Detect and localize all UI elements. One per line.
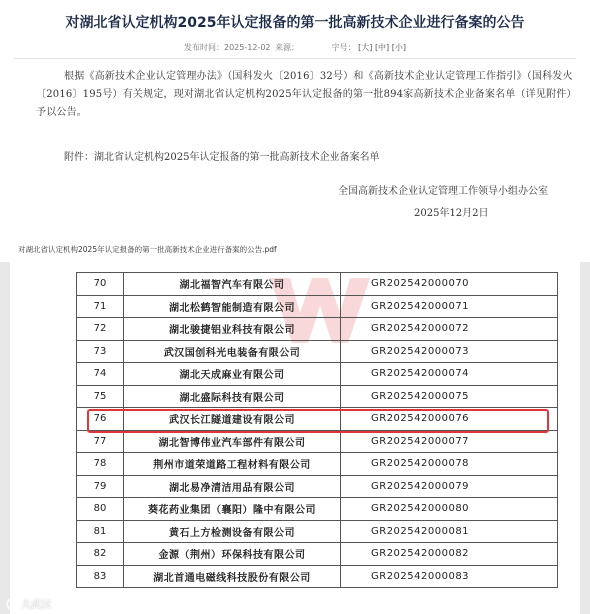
- table-row: [77, 565, 558, 588]
- table-row: [77, 363, 558, 386]
- row-number: 71: [77, 295, 124, 318]
- logo-text: 大武汉: [21, 600, 51, 611]
- font-size-medium-button[interactable]: [中]: [374, 43, 390, 52]
- table-row: [77, 295, 558, 318]
- article-paragraph: 根据《高新技术企业认定管理办法》（国科发火〔2016〕32号）和《高新技术企业认定管理工作指引》（国科发火〔2016〕195号）有关规定，现对湖北省认定机构2025年认定报备的第一批894家高新技术企业备案名单（详见附件）予以公告。: [36, 71, 573, 118]
- table-row: [77, 453, 558, 476]
- row-number: 79: [77, 475, 124, 498]
- attachment-line: 附件：湖北省认定机构2025年认定报备的第一批高新技术企业备案名单: [64, 152, 380, 163]
- table-row: [77, 475, 558, 498]
- company-name: 湖北骏捷铝业科技有限公司: [124, 318, 341, 341]
- article-title: 对湖北省认定机构2025年认定报备的第一批高新技术企业进行备案的公告: [65, 15, 525, 31]
- certificate-code: GR202542000080: [341, 498, 558, 521]
- company-name: 湖北松鹤智能制造有限公司: [124, 295, 341, 318]
- row-number: 78: [77, 453, 124, 476]
- certificate-code: GR202542000071: [341, 295, 558, 318]
- certificate-code: GR202542000073: [341, 340, 558, 363]
- table-row: [77, 273, 558, 296]
- row-number: 75: [77, 385, 124, 408]
- company-name: 黄石上方检测设备有限公司: [124, 520, 341, 543]
- font-size-large-button[interactable]: [大]: [358, 43, 373, 52]
- font-size-label: 字号：: [331, 43, 356, 52]
- signature-date: 2025年12月2日: [414, 208, 489, 219]
- certificate-code: GR202542000070: [341, 273, 558, 296]
- publish-label: 发布时间：: [184, 43, 224, 52]
- font-size-switch: [358, 43, 406, 52]
- certificate-code: GR202542000077: [341, 430, 558, 453]
- row-number: 76: [77, 408, 124, 431]
- table-row: [77, 543, 558, 566]
- company-name: 金源（荆州）环保科技有限公司: [124, 543, 341, 566]
- company-name: 湖北福智汽车有限公司: [124, 273, 341, 296]
- source-label: 来源：: [275, 43, 300, 52]
- row-number: 83: [77, 565, 124, 588]
- title-divider: [14, 58, 576, 59]
- company-name: 湖北天成麻业有限公司: [124, 363, 341, 386]
- logo-icon: [6, 598, 18, 610]
- row-number: 81: [77, 520, 124, 543]
- company-name: 湖北易净清洁用品有限公司: [124, 475, 341, 498]
- row-number: 80: [77, 498, 124, 521]
- row-number: 74: [77, 363, 124, 386]
- certificate-code: GR202542000075: [341, 385, 558, 408]
- pdf-attachment-link[interactable]: 对湖北省认定机构2025年认定报备的第一批高新技术企业进行备案的公告.pdf: [18, 245, 277, 254]
- certificate-code: GR202542000082: [341, 543, 558, 566]
- certificate-code: GR202542000083: [341, 565, 558, 588]
- pdf-viewer[interactable]: [0, 262, 590, 614]
- certificate-code: GR202542000074: [341, 363, 558, 386]
- row-number: 70: [77, 273, 124, 296]
- watermark-logo: [6, 596, 51, 611]
- signature-org: 全国高新技术企业认定管理工作领导小组办公室: [338, 186, 548, 197]
- certificate-code: GR202542000076: [341, 408, 558, 431]
- pdf-page: [10, 262, 580, 614]
- certificate-code: GR202542000072: [341, 318, 558, 341]
- company-name: 武汉长江隧道建设有限公司: [124, 408, 341, 431]
- company-name: 湖北首通电磁线科技股份有限公司: [124, 565, 341, 588]
- certificate-code: GR202542000078: [341, 453, 558, 476]
- company-name: 武汉国创科光电装备有限公司: [124, 340, 341, 363]
- table-row: [77, 430, 558, 453]
- table-row: [77, 318, 558, 341]
- font-size-small-button[interactable]: [小]: [391, 43, 406, 52]
- table-row: [77, 498, 558, 521]
- row-number: 82: [77, 543, 124, 566]
- certificate-code: GR202542000079: [341, 475, 558, 498]
- publish-date: 2025-12-02: [224, 43, 271, 52]
- table-row: [77, 385, 558, 408]
- highlight-box: [87, 409, 549, 433]
- article-meta: [0, 42, 590, 53]
- table-row: [77, 340, 558, 363]
- row-number: 73: [77, 340, 124, 363]
- company-name: 湖北智博伟业汽车部件有限公司: [124, 430, 341, 453]
- company-name: 湖北盛际科技有限公司: [124, 385, 341, 408]
- certificate-code: GR202542000081: [341, 520, 558, 543]
- company-name: 葵花药业集团（襄阳）隆中有限公司: [124, 498, 341, 521]
- company-name: 荆州市道荣道路工程材料有限公司: [124, 453, 341, 476]
- table-row: [77, 520, 558, 543]
- row-number: 72: [77, 318, 124, 341]
- row-number: 77: [77, 430, 124, 453]
